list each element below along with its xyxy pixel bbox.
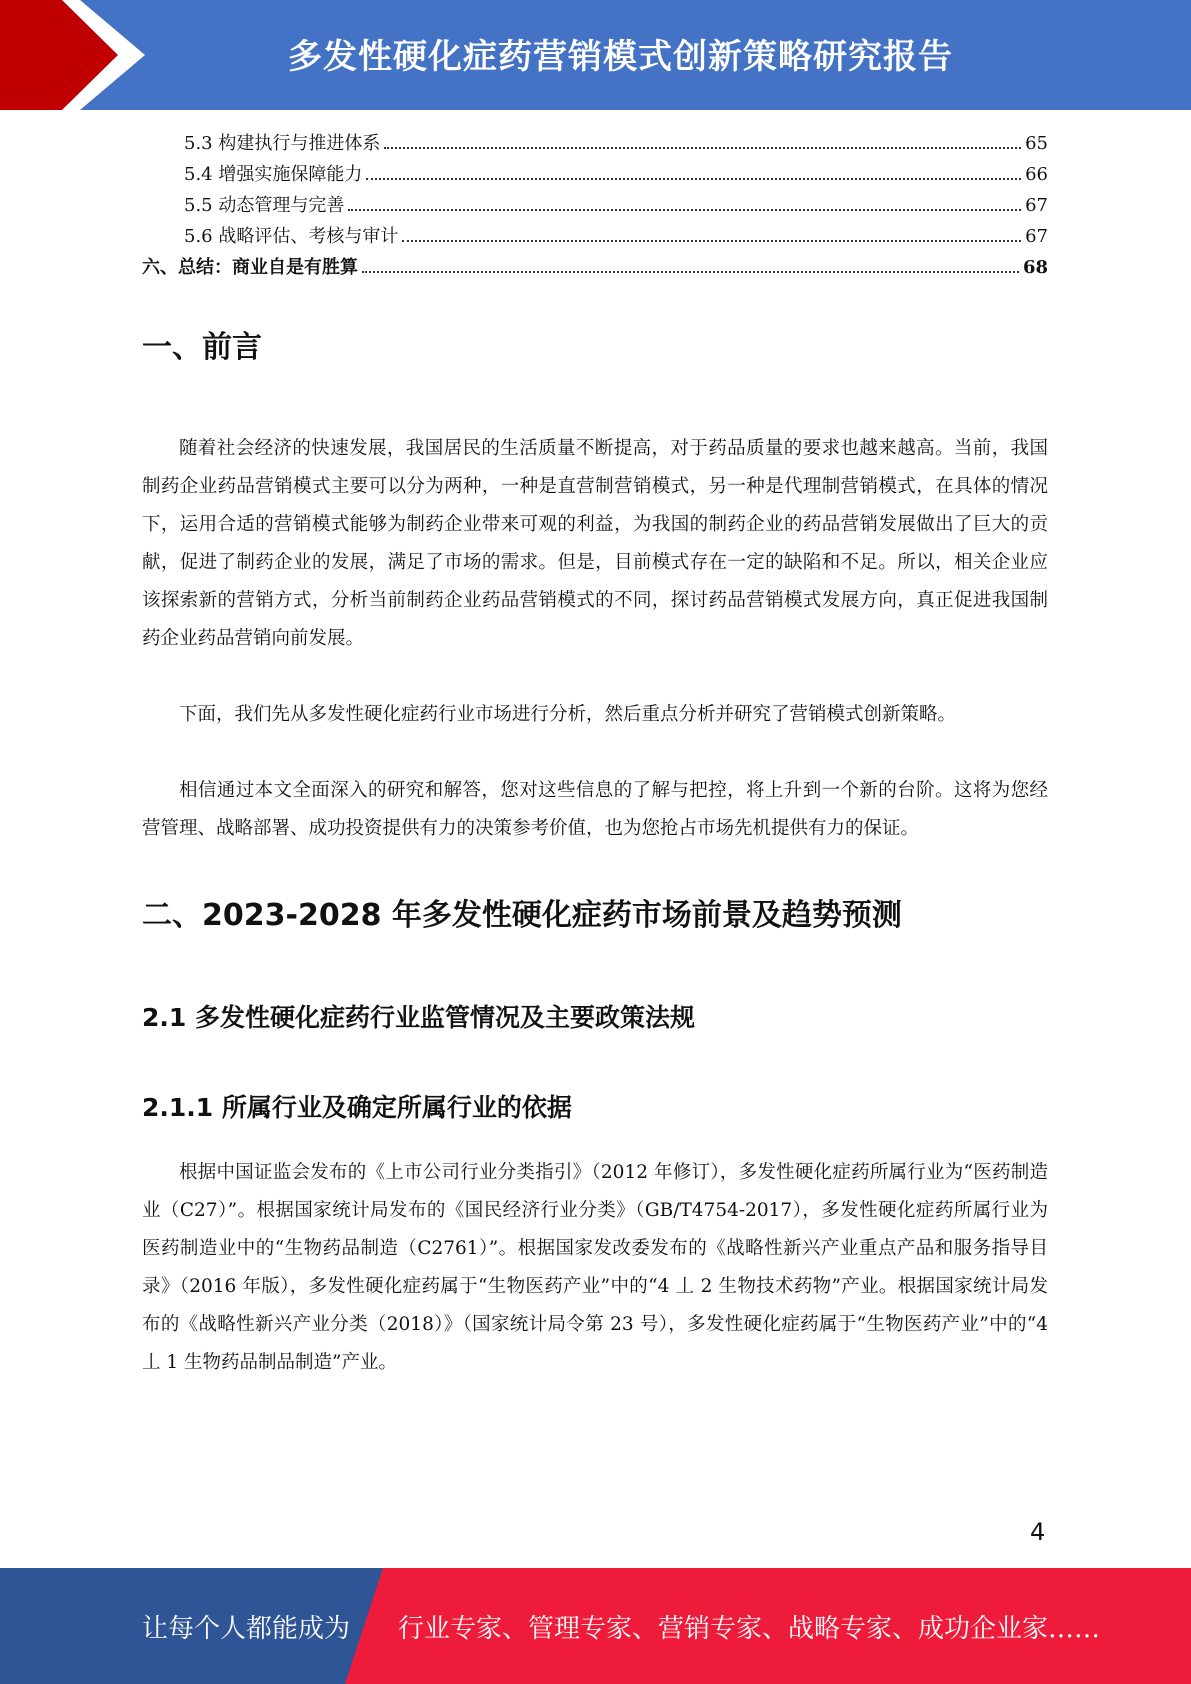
toc-entry[interactable] [142,252,1048,283]
toc-entry[interactable] [142,190,1048,221]
toc-entry-page: 67 [1025,195,1048,216]
footer-slogan-right: 行业专家、管理专家、营销专家、战略专家、成功企业家…… [398,1613,1101,1644]
toc-entry[interactable] [142,128,1048,159]
preface-paragraph-3: 相信通过本文全面深入的研究和解答，您对这些信息的了解与把控，将上升到一个新的台阶。这将为您经营管理、战略部署、成功投资提供有力的决策参考价值，也为您抢占市场先机提供有力的保证。 [142,780,1048,839]
toc-entry-page: 66 [1025,164,1048,185]
toc-leader-dots [362,271,1019,273]
toc-leader-dots [402,240,1021,242]
preface-paragraph-2: 下面，我们先从多发性硬化症药行业市场进行分析，然后重点分析并研究了营销模式创新策略。 [179,704,957,725]
section-2-1-heading: 2.1 多发性硬化症药行业监管情况及主要政策法规 [142,1003,695,1032]
toc-entry-page: 68 [1022,257,1048,278]
page-footer [0,1568,1191,1684]
toc-leader-dots [348,209,1021,211]
section-2-1-1-heading: 2.1.1 所属行业及确定所属行业的依据 [142,1093,572,1122]
toc-entry-page: 65 [1025,133,1048,154]
toc-entry-label: 5.5 动态管理与完善 [184,195,345,216]
chapter-2-heading: 二、2023-2028 年多发性硬化症药市场前景及趋势预测 [142,898,902,933]
page-number: 4 [1030,1518,1046,1546]
footer-slogan-left: 让每个人都能成为 [142,1613,351,1644]
preface-paragraph-1: 随着社会经济的快速发展，我国居民的生活质量不断提高，对于药品质量的要求也越来越高。当前，我国制药企业药品营销模式主要可以分为两种，一种是直营制营销模式，另一种是代理制营销模式，在具体的情况下，运用合适的营销模式能够为制药企业带来可观的利益，为我国的制药企业的药品营销发展做出了巨大的贡献，促进了制药企业的发展，满足了市场的需求。但是，目前模式存在一定的缺陷和不足。所以，相关企业应该探索新的营销方式，分析当前制药企业药品营销模式的不同，探讨药品营销模式发展方向，真正促进我国制药企业药品营销向前发展。 [142,438,1048,649]
section-2-1-1-paragraph: 根据中国证监会发布的《上市公司行业分类指引》（2012 年修订），多发性硬化症药所属行业为“医药制造业（C27）”。根据国家统计局发布的《国民经济行业分类》（GB/T4754-2017），多发性硬化症药所属行业为医药制造业中的“生物药品制造（C2761）”。根据国家发改委发布的《战略性新兴产业重点产品和服务指导目录》（2016 年版），多发性硬化症药属于“生物医药产业”中的“4 丄 2 生物技术药物”产业。根据国家统计局发布的《战略性新兴产业分类（2018）》（国家统计局令第 23 号），多发性硬化症药属于“生物医药产业”中的“4 丄 1 生物药品制品制造”产业。 [142,1162,1048,1373]
header-arrow-decoration [0,0,160,110]
toc-entry[interactable] [142,159,1048,190]
toc-leader-dots [366,178,1021,180]
document-body [142,320,1048,1382]
toc-entry-label: 5.3 构建执行与推进体系 [184,133,381,154]
toc-entry-label: 5.6 战略评估、考核与审计 [184,226,399,247]
toc-entry-page: 67 [1025,226,1048,247]
page-header [0,0,1191,110]
preface-heading: 一、前言 [142,330,262,365]
report-title: 多发性硬化症药营销模式创新策略研究报告 [288,36,953,77]
toc-leader-dots [384,147,1021,149]
table-of-contents [142,128,1048,283]
toc-entry-label: 六、总结：商业自是有胜算 [142,257,358,278]
toc-entry-label: 5.4 增强实施保障能力 [184,164,363,185]
toc-entry[interactable] [142,221,1048,252]
